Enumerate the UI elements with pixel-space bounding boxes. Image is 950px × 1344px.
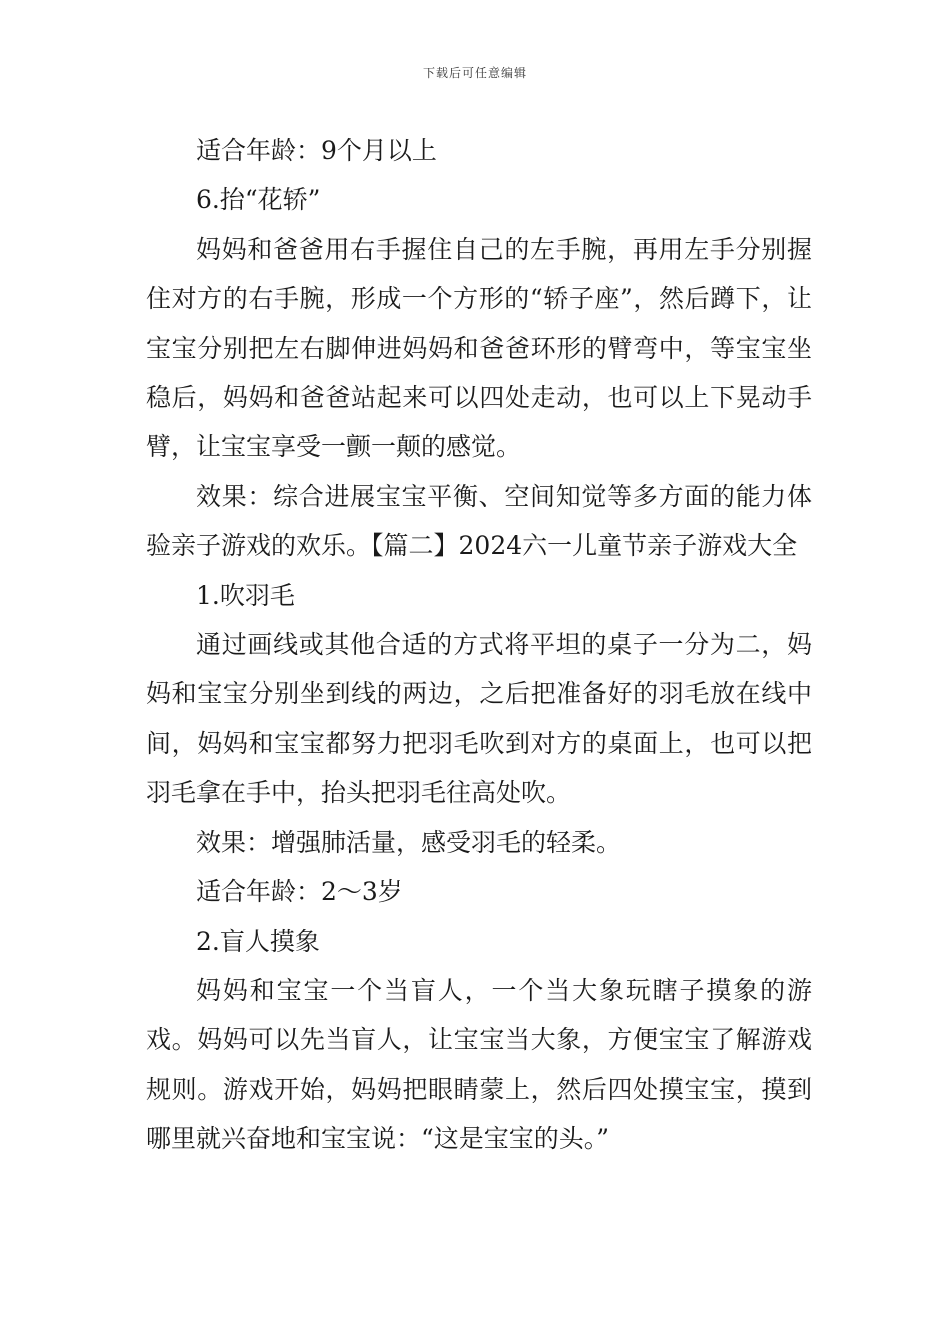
document-body [146,126,812,1164]
paragraph-age-1: 适合年龄：9个月以上 [196,136,437,165]
paragraph-huajiao-description: 妈妈和爸爸用右手握住自己的左手腕，再用左手分别握住对方的右手腕，形成一个方形的“轿子座”，然后蹲下，让宝宝分别把左右脚伸进妈妈和爸爸环形的臂弯中，等宝宝坐稳后，妈妈和爸爸站起来可以四处走动，也可以上下晃动手臂，让宝宝享受一颤一颠的感觉。 [146,234,812,462]
paragraph-effect-1: 效果：综合进展宝宝平衡、空间知觉等多方面的能力体验亲子游戏的欢乐。【篇二】2024六一儿童节亲子游戏大全 [146,481,812,561]
section-heading-blind-elephant: 2.盲人摸象 [196,926,320,956]
paragraph-blow-feather-description: 通过画线或其他合适的方式将平坦的桌子一分为二，妈妈和宝宝分别坐到线的两边，之后把准备好的羽毛放在线中间，妈妈和宝宝都努力把羽毛吹到对方的桌面上，也可以把羽毛拿在手中，抬头把羽毛往高处吹。 [146,630,812,808]
paragraph-age-2: 适合年龄：2～3岁 [196,877,403,907]
section-heading-huajiao: 6.抬“花轿” [196,185,321,215]
section-heading-blow-feather: 1.吹羽毛 [196,580,295,610]
paragraph-blind-elephant-description: 妈妈和宝宝一个当盲人，一个当大象玩瞎子摸象的游戏。妈妈可以先当盲人，让宝宝当大象，方便宝宝了解游戏规则。游戏开始，妈妈把眼睛蒙上，然后四处摸宝宝，摸到哪里就兴奋地和宝宝说：“这是宝宝的头。” [146,975,812,1154]
header-note: 下载后可任意编辑 [422,66,527,80]
paragraph-effect-2: 效果：增强肺活量，感受羽毛的轻柔。 [196,827,622,857]
